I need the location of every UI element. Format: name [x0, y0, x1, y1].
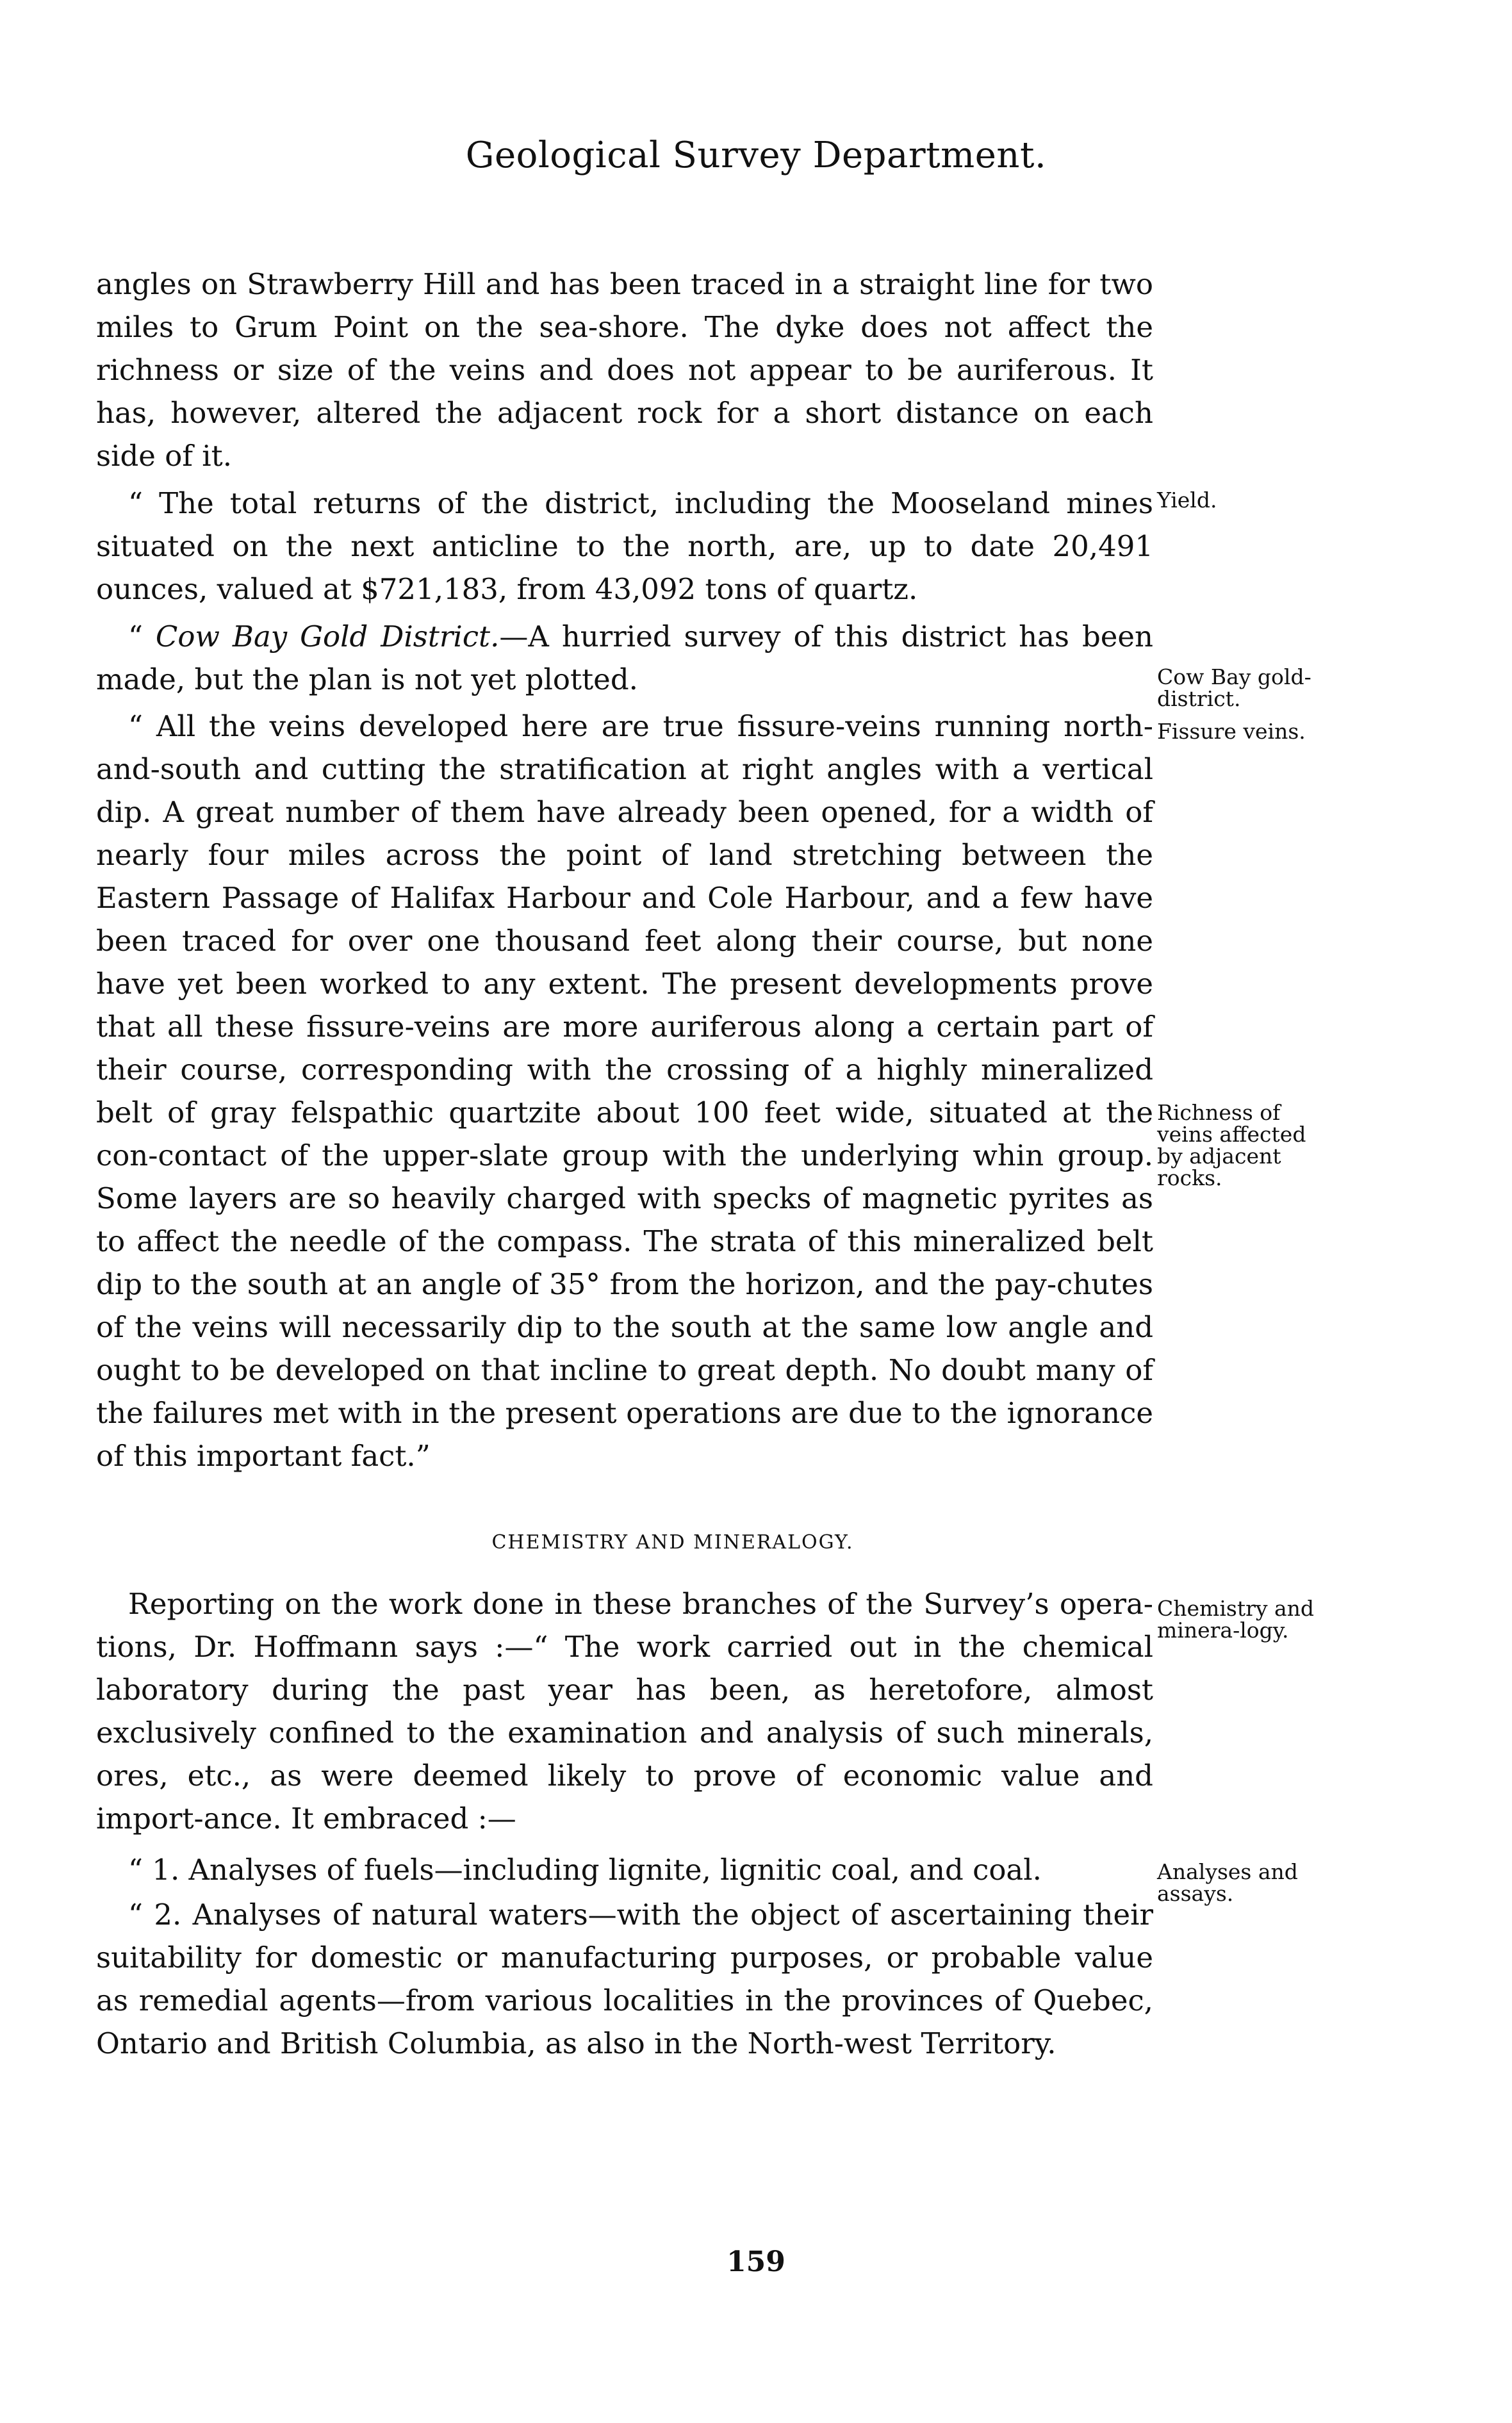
paragraph-waters-text: “ 2. Analyses of natural waters—with the object of ascertaining their suitability for domestic or manufacturing purposes, or probable value as remedial agents—from various localities in the provinces of Quebec, Ontario and British Columbia, as also in the North-west Territory. — [96, 1898, 1153, 2060]
paragraph-cow-bay — [96, 615, 1153, 701]
district-title: Cow Bay Gold District. — [155, 620, 500, 653]
section-heading: CHEMISTRY AND MINERALOGY. — [491, 1531, 854, 1554]
paragraph-chemistry — [96, 1582, 1153, 1840]
paragraph-yield — [96, 482, 1153, 611]
margin-note-analyses: Analyses and assays. — [1157, 1859, 1298, 1906]
paragraph-fissure-veins-text: “ All the veins developed here are true fissure-veins running north-and-south and cutting the stratification at right angles with a vertical dip. A great number of them have already been opened, for a width of nearly four miles across the point of land stretching between the Eastern Passage of Halifax Harbour and Cole Harbour, and a few have been traced for over one thousand feet along their course, but none have yet been worked to any extent. The present developments prove that all these fissure-veins are more auriferous along a certain part of their course, corresponding with the crossing of a highly mineralized belt of gray felspathic quartzite about 100 feet wide, situated at the con-contact of the upper-slate group with the underlying whin group. Some layers are so heavily charged with specks of magnetic pyrites as to affect the needle of the compass. The strata of this mineralized belt dip to the south at an angle of 35° from the horizon, and the pay-chutes of the veins will necessarily dip to the south at the same low angle and ought to be developed on that incline to great depth. No doubt many of the failures met with in the present operations are due to the ignorance of this important fact.” — [96, 709, 1153, 1473]
paragraph-dyke-text: angles on Strawberry Hill and has been traced in a straight line for two miles to Grum Point on the sea-shore. The dyke does not affect the richness or size of the veins and does not appear to be auriferous. It has, however, altered the adjacent rock for a short distance on each side of it. — [96, 267, 1153, 473]
paragraph-fuels — [96, 1848, 1153, 1891]
open-quote: “ — [128, 620, 156, 653]
margin-note-chemistry: Chemistry and minera-logy. — [1157, 1596, 1315, 1643]
margin-note-fissure-veins: Fissure veins. — [1157, 719, 1306, 744]
paragraph-fuels-text: “ 1. Analyses of fuels—including lignite, lignitic coal, and coal. — [128, 1853, 1042, 1887]
paragraph-fissure-veins — [96, 705, 1153, 1477]
page-number: 159 — [727, 2246, 785, 2278]
running-head: Geological Survey Department. — [465, 135, 1047, 176]
paragraph-waters — [96, 1893, 1153, 2065]
paragraph-cow-bay-text — [96, 615, 1153, 701]
district-survey-text: —A hurried survey of this district has been made, but the plan is not yet plotted. — [96, 620, 1153, 696]
paragraph-dyke — [96, 263, 1153, 477]
paragraph-yield-text: “ The total returns of the district, including the Mooseland mines situated on the next anticline to the north, are, up to date 20,491 ounces, valued at $721,183, from 43,092 tons of quartz. — [96, 486, 1153, 606]
margin-note-cow-bay: Cow Bay gold-district. — [1157, 664, 1311, 711]
margin-note-yield: Yield. — [1157, 488, 1217, 513]
margin-note-richness: Richness of veins affected by adjacent rocks. — [1157, 1100, 1306, 1190]
paragraph-chemistry-text: Reporting on the work done in these branches of the Survey’s opera-tions, Dr. Hoffmann says :—“ The work carried out in the chemical laboratory during the past year has been, as heretofore, almost exclusively confined to the examination and analysis of such minerals, ores, etc., as were deemed likely to prove of economic value and import-ance. It embraced :— — [96, 1587, 1153, 1836]
